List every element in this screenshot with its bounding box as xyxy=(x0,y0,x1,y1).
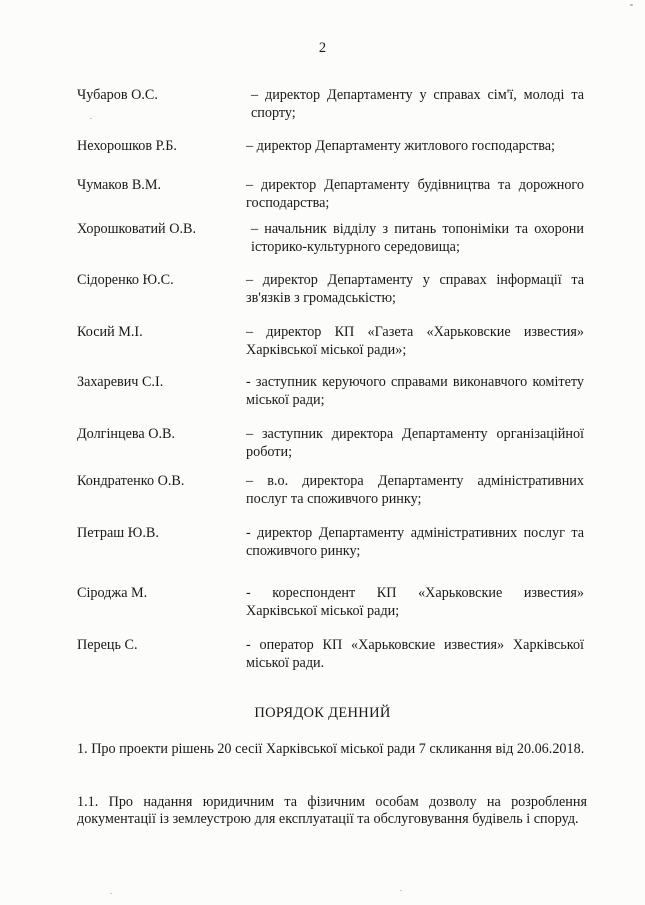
attendee-role: – директор Департаменту у справах інформації та зв'язків з громадськістю; xyxy=(246,272,584,306)
attendee-name: Сіроджа М. xyxy=(77,585,148,601)
attendee-name: Захаревич С.І. xyxy=(77,374,164,390)
attendee-name: Долгінцева О.В. xyxy=(77,426,176,442)
scan-speck xyxy=(400,890,402,891)
agenda-item: 1.1. Про надання юридичним та фізичним особам дозволу на розроблення документації із землеустрою для експлуатації та обслуговування будівель і споруд. xyxy=(77,794,587,827)
attendee-name: Нехорошков Р.Б. xyxy=(77,138,177,154)
scan-speck xyxy=(110,893,112,894)
attendee-role: – начальник відділу з питань топоніміки та охорони історико-культурного середовища; xyxy=(251,221,584,255)
agenda-item: 1. Про проекти рішень 20 сесії Харківської міської ради 7 скликання від 20.06.2018. xyxy=(77,741,585,757)
attendee-name: Петраш Ю.В. xyxy=(77,525,159,541)
scan-speck xyxy=(90,118,92,119)
attendee-name: Чубаров О.С. xyxy=(77,87,158,103)
attendee-role: - кореспондент КП «Харьковские известия» Харківської міської ради; xyxy=(246,585,584,619)
attendee-role: – директор Департаменту житлового господарства; xyxy=(246,138,555,154)
page-number: 2 xyxy=(318,40,327,56)
attendee-role: - заступник керуючого справами виконавчого комітету міської ради; xyxy=(246,374,584,408)
attendee-role: – заступник директора Департаменту організаційної роботи; xyxy=(246,426,584,460)
attendee-name: Чумаков В.М. xyxy=(77,177,161,193)
attendee-role: – в.о. директора Департаменту адміністративних послуг та споживчого ринку; xyxy=(246,473,584,507)
attendee-name: Кондратенко О.В. xyxy=(77,473,185,489)
attendee-name: Хорошковатий О.В. xyxy=(77,221,196,237)
attendee-name: Сідоренко Ю.С. xyxy=(77,272,174,288)
agenda-heading: ПОРЯДОК ДЕННИЙ xyxy=(254,705,391,721)
attendee-role: - директор Департаменту адміністративних послуг та споживчого ринку; xyxy=(246,525,584,559)
attendee-role: – директор Департаменту будівництва та дорожного господарства; xyxy=(246,177,584,211)
attendee-role: – директор Департаменту у справах сім'ї, молоді та спорту; xyxy=(251,87,584,121)
attendee-role: - оператор КП «Харьковские известия» Харківської міської ради. xyxy=(246,637,584,671)
attendee-name: Косий М.І. xyxy=(77,324,143,340)
attendee-role: – директор КП «Газета «Харьковские известия» Харківської міської ради»; xyxy=(246,324,584,358)
scan-speck xyxy=(630,4,633,6)
attendee-name: Перець С. xyxy=(77,637,138,653)
